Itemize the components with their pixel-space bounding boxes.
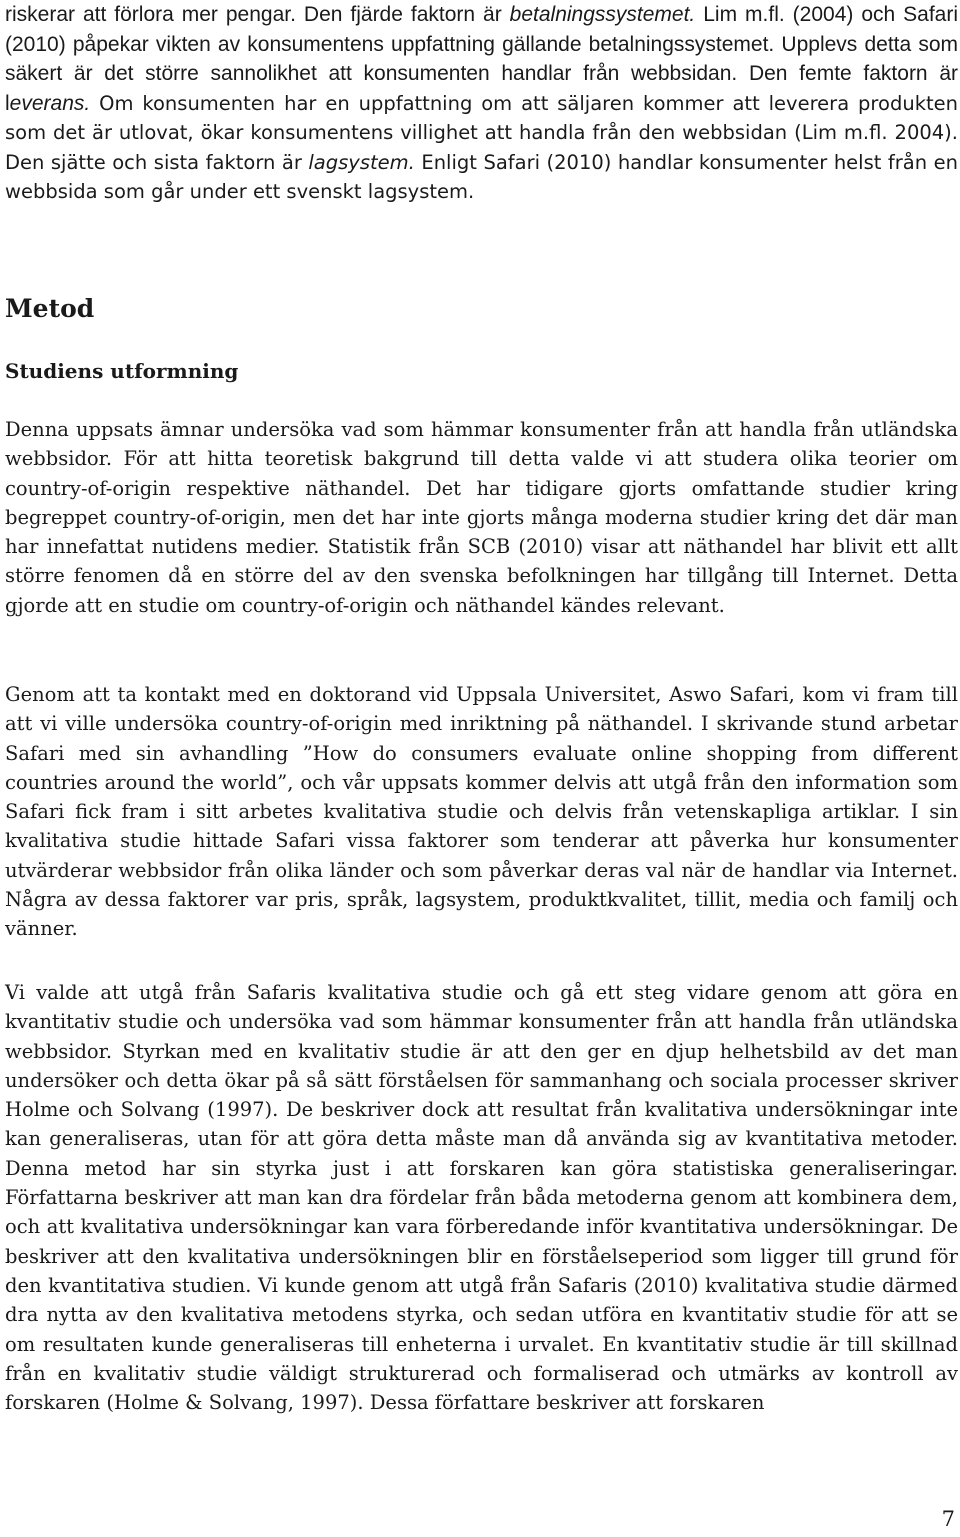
section-heading: Metod bbox=[5, 294, 95, 323]
body-paragraph-2: Genom att ta kontakt med en doktorand vid Uppsala Universitet, Aswo Safari, kom vi fram till att vi ville undersöka country-of-origin med inriktning på näthandel. I skrivande stund arbetar Safari med sin avhandling ”How do consumers evaluate online shopping from different countries around the world”, och vår uppsats kommer delvis att utgå från den information som Safari fick fram i sitt arbetes kvalitativa studie och delvis från vetenskapliga artiklar. I sin kvalitativa studie hittade Safari vissa faktorer som tenderar att påverka hur konsumenter utvärderar webbsidor från olika länder och som påverkar deras val när de handlar via Internet. Några av dessa faktorer var pris, språk, lagsystem, produktkvalitet, tillit, media och familj och vänner. bbox=[5, 683, 958, 941]
intro-text-3: Om konsumenten har en uppfattning om att säljaren kommer att leverera produkten som det är utlovat, ökar konsumentens villighet att handla från den webbsidan (Lim m.fl. 2004). Den sjätte och sista faktorn är bbox=[5, 91, 958, 174]
intro-emphasis-leverans: everans. bbox=[9, 91, 91, 115]
intro-text-2: Lim m.fl. (2004) och Safari (2010) påpekar vikten av konsumentens uppfattning gällande betalningssystemet. Upplevs detta som säkert är det större sannolikhet att konsumenten handlar från webbsidan. Den femte faktorn är l bbox=[5, 3, 958, 115]
intro-text-1: riskerar att förlora mer pengar. Den fjärde faktorn är bbox=[5, 3, 510, 26]
intro-paragraph bbox=[5, 0, 958, 207]
body-paragraph-3: Vi valde att utgå från Safaris kvalitativa studie och gå ett steg vidare genom att göra en kvantitativ studie och undersöka vad som hämmar konsumenter från att handla från utländska webbsidor. Styrkan med en kvalitativ studie är att den ger en djup helhetsbild av det man undersöker och detta ökar på så sätt förståelsen för sammanhang och sociala processer skriver Holme och Solvang (1997). De beskriver dock att resultat från kvalitativa undersökningar inte kan generaliseras, utan för att göra detta måste man då använda sig av kvantitativa metoder. Denna metod har sin styrka just i att forskaren kan göra statistiska generaliseringar. Författarna beskriver att man kan dra fördelar från båda metoderna genom att kombinera dem, och att kvalitativa undersökningar kan vara förberedande inför kvantitativa undersökningar. De beskriver att den kvalitativa undersökningen blir en förståelseperiod som ligger till grund för den kvantitativa studien. Vi kunde genom att utgå från Safaris (2010) kvalitativa studie därmed dra nytta av den kvalitativa metodens styrka, och sedan utföra en kvantitativ studie för att se om resultaten kunde generaliseras till enheterna i urvalet. En kvantitativ studie är till skillnad från en kvalitativ studie väldigt strukturerad och formaliserad och utmärks av kontroll av forskaren (Holme & Solvang, 1997). Dessa författare beskriver att forskaren bbox=[5, 981, 958, 1415]
intro-emphasis-betalningssystemet: betalningssystemet. bbox=[509, 3, 696, 26]
page-content bbox=[5, 0, 959, 1415]
intro-emphasis-lagsystem: lagsystem. bbox=[308, 150, 415, 174]
subsection-heading: Studiens utformning bbox=[5, 359, 239, 383]
page-number: 7 bbox=[941, 1507, 955, 1531]
intro-text-4: Enligt Safari (2010) handlar konsumenter helst från en webbsida som går under ett svenskt lagsystem. bbox=[5, 150, 959, 203]
body-paragraph-1: Denna uppsats ämnar undersöka vad som hämmar konsumenter från att handla från utländska webbsidor. För att hitta teoretisk bakgrund till detta valde vi att studera olika teorier om country-of-origin respektive näthandel. Det har tidigare gjorts omfattande studier kring begreppet country-of-origin, men det har inte gjorts många moderna studier kring det där man har innefattat nutidens medier. Statistik från SCB (2010) visar att näthandel har blivit ett allt större fenomen då en större del av den svenska befolkningen har tillgång till Internet. Detta gjorde att en studie om country-of-origin och näthandel kändes relevant. bbox=[5, 418, 958, 617]
